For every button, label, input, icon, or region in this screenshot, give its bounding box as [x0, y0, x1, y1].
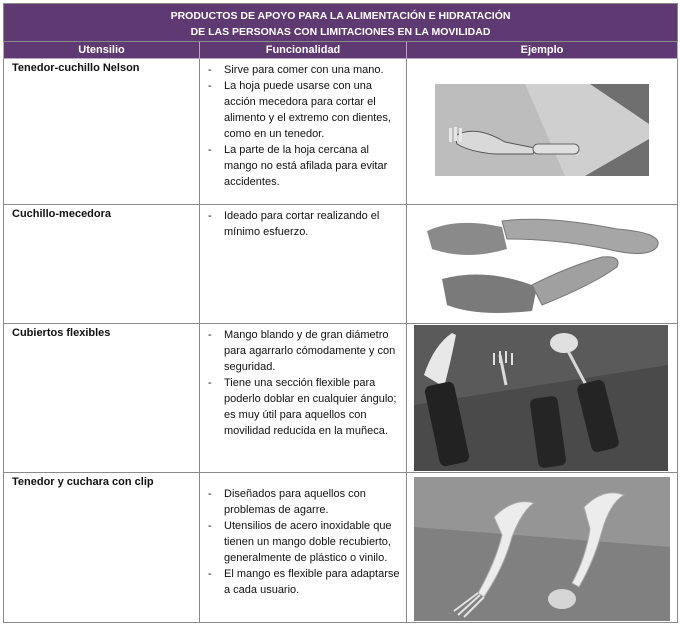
list-item-text: Mango blando y de gran diámetro para agarrarlo cómodamente y con seguridad. — [224, 329, 396, 373]
table-title-line-2: DE LAS PERSONAS CON LIMITACIONES EN LA MOVILIDAD — [190, 26, 491, 38]
utensil-name: Tenedor-cuchillo Nelson — [4, 59, 200, 205]
nelson-knife-fork-image — [435, 84, 649, 176]
list-item — [206, 208, 400, 240]
list-item-text: Utensilios de acero inoxidable que tienen un mango doble recubierto, generalmente de plástico o vinilo. — [224, 520, 392, 564]
list-item — [206, 518, 400, 566]
functionality-cell — [200, 473, 407, 623]
products-table — [3, 3, 678, 623]
header-ejemplo: Ejemplo — [407, 42, 678, 59]
dash-marker: - — [208, 568, 212, 580]
functionality-cell — [200, 59, 407, 205]
dash-marker: - — [208, 377, 212, 389]
table-title-line-1: PRODUCTOS DE APOYO PARA LA ALIMENTACIÓN E HIDRATACIÓN — [170, 10, 511, 22]
list-item — [206, 486, 400, 518]
header-funcionalidad: Funcionalidad — [200, 42, 407, 59]
dash-marker: - — [208, 80, 212, 92]
functionality-cell — [200, 205, 407, 324]
table-row — [4, 473, 678, 623]
dash-marker: - — [208, 488, 212, 500]
example-image-cell — [407, 324, 678, 473]
utensil-name: Cubiertos flexibles — [4, 324, 200, 473]
table-row — [4, 59, 678, 205]
example-image-cell — [407, 205, 678, 324]
functionality-cell — [200, 324, 407, 473]
list-item — [206, 62, 400, 78]
table-row — [4, 324, 678, 473]
dash-marker: - — [208, 64, 212, 76]
example-image-cell — [407, 59, 678, 205]
table-title — [4, 4, 678, 42]
list-item — [206, 78, 400, 142]
table-row — [4, 205, 678, 324]
dash-marker: - — [208, 329, 212, 341]
list-item-text: La parte de la hoja cercana al mango no está afilada para evitar accidentes. — [224, 144, 388, 188]
rocker-knife-image — [417, 209, 667, 319]
flexible-cutlery-image — [414, 325, 668, 471]
dash-marker: - — [208, 144, 212, 156]
list-item — [206, 375, 400, 439]
list-item-text: El mango es flexible para adaptarse a cada usuario. — [224, 568, 400, 596]
list-item — [206, 327, 400, 375]
list-item-text: La hoja puede usarse con una acción mecedora para cortar el alimento y el extremo con dientes, como en un tenedor. — [224, 80, 391, 140]
utensil-name: Cuchillo-mecedora — [4, 205, 200, 324]
header-utensilio: Utensilio — [4, 42, 200, 59]
list-item-text: Diseñados para aquellos con problemas de agarre. — [224, 488, 366, 516]
dash-marker: - — [208, 210, 212, 222]
list-item-text: Sirve para comer con una mano. — [224, 64, 384, 76]
example-image-cell — [407, 473, 678, 623]
list-item-text: Ideado para cortar realizando el mínimo esfuerzo. — [224, 210, 380, 238]
list-item — [206, 566, 400, 598]
clip-fork-spoon-image — [414, 477, 670, 621]
list-item-text: Tiene una sección flexible para poderlo doblar en cualquier ángulo; es muy útil para aquellos con movilidad reducida en la muñeca. — [224, 377, 397, 437]
utensil-name: Tenedor y cuchara con clip — [4, 473, 200, 623]
list-item — [206, 142, 400, 190]
dash-marker: - — [208, 520, 212, 532]
